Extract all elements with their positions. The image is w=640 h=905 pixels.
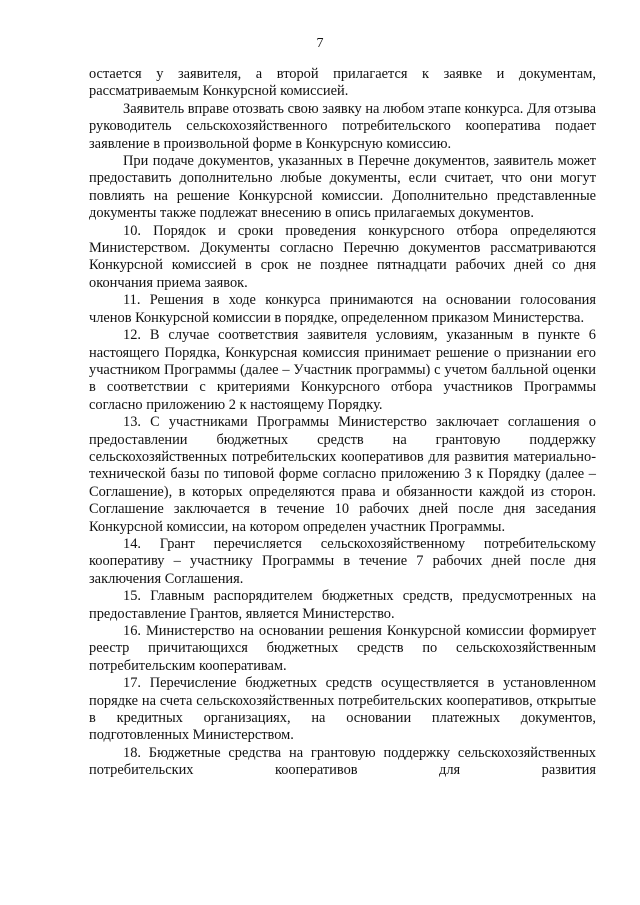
- page-number: 7: [316, 36, 324, 51]
- paragraph-item-13: 13. С участниками Программы Министерство заключает соглашения о предоставлении бюджетных средств на грантовую поддержку сельскохозяйственных потребительских кооперативов для развития материально-технической базы по типовой форме согласно приложению 3 к Порядку (далее – Соглашение), в которых определяются права и обязанности каждой из сторон. Соглашение заключается в течение 10 рабочих дней после дня заседания Конкурсной комиссии, на котором определен участник Программы.: [89, 414, 596, 535]
- paragraph-item-15: 15. Главным распорядителем бюджетных средств, предусмотренных на предоставление Грантов, является Министерство.: [89, 588, 596, 622]
- paragraph-item-18: 18. Бюджетные средства на грантовую поддержку сельскохозяйственных потребительских кооперативов для развития: [89, 744, 596, 779]
- paragraph-item-10: 10. Порядок и сроки проведения конкурсного отбора определяются Министерством. Документы согласно Перечню документов рассматриваются Конкурсной комиссией в срок не позднее пятнадцати рабочих дней со дня окончания приема заявок.: [89, 222, 596, 291]
- paragraph-withdrawal: Заявитель вправе отозвать свою заявку на любом этапе конкурса. Для отзыва руководитель сельскохозяйственного потребительского кооператива подает заявление в произвольной форме в Конкурсную комиссию.: [89, 100, 596, 152]
- paragraph-continuation: остается у заявителя, а второй прилагается к заявке и документам, рассматриваемым Конкурсной комиссией.: [89, 66, 596, 100]
- paragraph-item-17: 17. Перечисление бюджетных средств осуществляется в установленном порядке на счета сельскохозяйственных потребительских кооперативов, открытые в кредитных организациях, на основании платежных документов, подготовленных Министерством.: [89, 675, 596, 744]
- paragraph-additional-documents: При подаче документов, указанных в Перечне документов, заявитель может предоставить дополнительно любые документы, если считает, что они могут повлиять на решение Конкурсной комиссии. Дополнительно представленные документы также подлежат внесению в опись прилагаемых документов.: [89, 153, 596, 222]
- paragraph-item-12: 12. В случае соответствия заявителя условиям, указанным в пункте 6 настоящего Порядка, Конкурсная комиссия принимает решение о признании его участником Программы (далее – Участник программы) с учетом балльной оценки в соответствии с критериями Конкурсного отбора участников Программы согласно приложению 2 к настоящему Порядку.: [89, 327, 596, 413]
- paragraph-item-16: 16. Министерство на основании решения Конкурсной комиссии формирует реестр причитающихся бюджетных средств по сельскохозяйственным потребительским кооперативам.: [89, 623, 596, 674]
- paragraph-item-14: 14. Грант перечисляется сельскохозяйственному потребительскому кооперативу – участнику Программы в течение 7 рабочих дней после дня заключения Соглашения.: [89, 535, 596, 587]
- paragraph-item-11: 11. Решения в ходе конкурса принимаются на основании голосования членов Конкурсной комиссии в порядке, определенном приказом Министерства.: [89, 292, 596, 326]
- body-text: [89, 66, 596, 780]
